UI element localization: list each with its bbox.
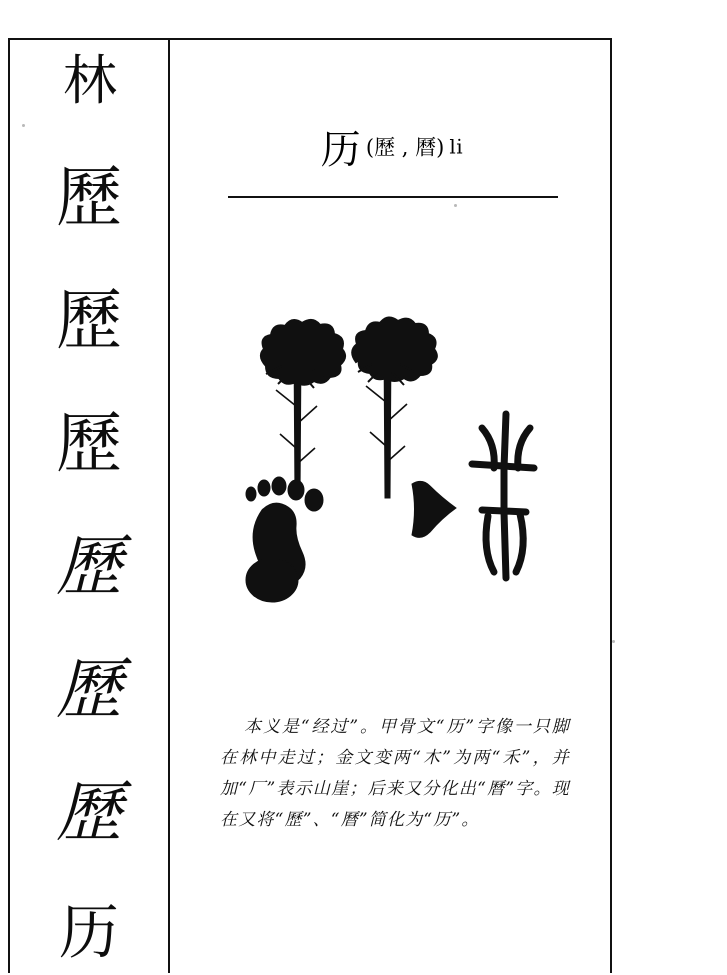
header-rule xyxy=(228,196,558,198)
script-glyph: 歷 xyxy=(56,282,122,359)
script-glyph: 歷 xyxy=(56,159,122,236)
historical-script-column xyxy=(10,40,168,973)
pictograph-svg xyxy=(206,288,582,618)
column-divider xyxy=(168,38,170,973)
script-glyph: 歷 xyxy=(56,405,122,482)
headword: 历 xyxy=(320,127,361,173)
pinyin-reading: li xyxy=(449,134,464,159)
etymology-gloss: 本义是“经过”。甲骨文“历”字像一只脚在林中走过；金文变两“木”为两“禾”，并加“厂”表示山崖；后来又分化出“曆”字。现在又将“歷”、“曆”简化为“历”。 xyxy=(220,717,570,830)
pictograph-illustration xyxy=(206,288,582,618)
tree-right-icon xyxy=(352,317,437,498)
script-glyph: 歷 xyxy=(56,774,122,851)
tree-left-icon xyxy=(261,320,345,498)
arrow-right-icon xyxy=(412,481,456,537)
script-glyph: 历 xyxy=(59,898,119,968)
variant-forms: (歷 , 曆) xyxy=(365,135,445,160)
bronze-script-glyph-icon xyxy=(472,414,534,578)
script-glyph: 林 xyxy=(63,49,115,112)
footprint-icon xyxy=(246,477,323,602)
headword-row xyxy=(172,118,612,175)
entry-body xyxy=(172,40,612,973)
scan-speck xyxy=(612,640,615,643)
script-glyph: 歷 xyxy=(56,651,122,728)
script-glyph: 歷 xyxy=(56,528,122,605)
